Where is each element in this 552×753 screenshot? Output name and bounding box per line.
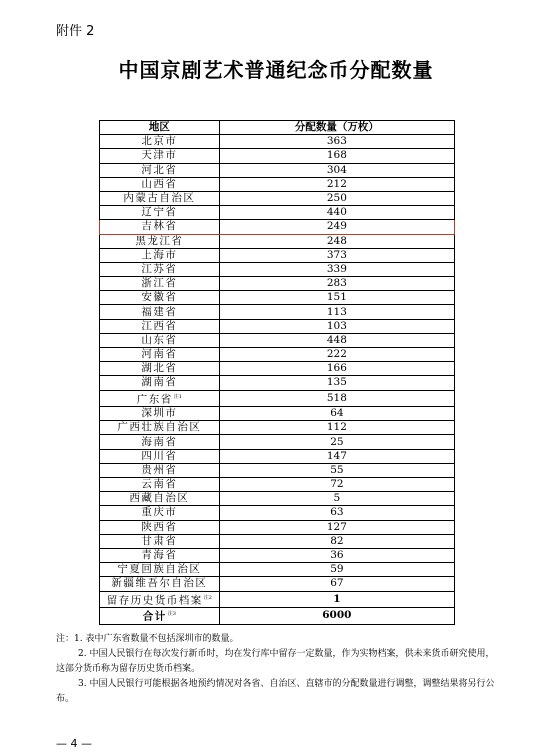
quantity-cell: 112 xyxy=(219,421,454,435)
table-row xyxy=(100,463,455,477)
table-row xyxy=(100,478,455,492)
quantity-cell: 64 xyxy=(219,407,454,421)
table-row xyxy=(100,407,455,421)
region-name: 广东省 xyxy=(136,393,173,406)
quantity-cell: 59 xyxy=(219,563,454,577)
table-row xyxy=(100,390,455,407)
quantity-cell: 339 xyxy=(219,262,454,276)
region-cell xyxy=(100,177,220,191)
annex-label: 附件 2 xyxy=(56,24,95,39)
region-cell xyxy=(100,390,220,407)
region-cell xyxy=(100,319,220,333)
table-row xyxy=(100,548,455,562)
quantity-cell: 103 xyxy=(219,319,454,333)
region-cell xyxy=(100,248,220,262)
footnote-1: 注：1. 表中广东省数量不包括深圳市的数量。 xyxy=(56,634,239,644)
region-name: 上海市 xyxy=(141,248,178,261)
table-row xyxy=(100,449,455,463)
region-name: 江苏省 xyxy=(141,262,178,275)
region-name: 内蒙古自治区 xyxy=(123,192,196,205)
region-cell xyxy=(100,163,220,177)
region-name: 浙江省 xyxy=(141,277,178,290)
total-label-cell xyxy=(100,608,220,625)
region-name: 吉林省 xyxy=(141,220,178,233)
region-cell xyxy=(100,492,220,506)
table-row xyxy=(100,305,455,319)
footnotes xyxy=(56,632,496,707)
region-cell xyxy=(100,291,220,305)
region-name: 河北省 xyxy=(141,163,178,176)
quantity-cell: 63 xyxy=(219,506,454,520)
region-cell xyxy=(100,234,220,248)
table-row xyxy=(100,534,455,548)
footnote-2: 2. 中国人民银行在每次发行新币时，均在发行库中留存一定数量，作为实物档案，供未来货币研究使用，这部分货币称为留存历史货币档案。 xyxy=(56,649,495,674)
region-name: 甘肃省 xyxy=(141,534,178,547)
region-cell xyxy=(100,333,220,347)
region-name: 海南省 xyxy=(141,435,178,448)
table-row xyxy=(100,435,455,449)
region-name: 河南省 xyxy=(141,348,178,361)
table-row xyxy=(100,234,455,248)
total-row xyxy=(100,608,455,625)
table-row xyxy=(100,149,455,163)
region-cell xyxy=(100,463,220,477)
region-cell xyxy=(100,478,220,492)
quantity-cell: 67 xyxy=(219,577,454,591)
quantity-cell: 82 xyxy=(219,534,454,548)
region-cell xyxy=(100,563,220,577)
quantity-cell: 127 xyxy=(219,520,454,534)
quantity-cell: 440 xyxy=(219,206,454,220)
quantity-cell: 5 xyxy=(219,492,454,506)
footnote-marker: 注3 xyxy=(167,611,176,617)
table-row xyxy=(100,376,455,390)
table-row xyxy=(100,319,455,333)
region-cell xyxy=(100,206,220,220)
total-quantity: 6000 xyxy=(219,608,454,625)
quantity-cell: 212 xyxy=(219,177,454,191)
region-cell xyxy=(100,407,220,421)
region-name: 陕西省 xyxy=(141,520,178,533)
table-row xyxy=(100,191,455,205)
quantity-cell: 250 xyxy=(219,191,454,205)
header-quantity: 分配数量（万枚） xyxy=(219,121,454,135)
region-name: 西藏自治区 xyxy=(129,492,190,505)
table-header-row xyxy=(100,121,455,135)
quantity-cell: 448 xyxy=(219,333,454,347)
region-cell xyxy=(100,135,220,149)
allocation-table xyxy=(99,120,455,625)
region-name: 重庆市 xyxy=(141,506,178,519)
region-name: 湖北省 xyxy=(141,362,178,375)
region-cell xyxy=(100,591,220,608)
region-cell xyxy=(100,348,220,362)
quantity-cell: 168 xyxy=(219,149,454,163)
quantity-cell: 373 xyxy=(219,248,454,262)
region-cell xyxy=(100,577,220,591)
region-cell xyxy=(100,548,220,562)
footnote-marker: 注1 xyxy=(173,393,182,400)
region-name: 天津市 xyxy=(141,149,178,162)
table-row xyxy=(100,563,455,577)
region-cell xyxy=(100,305,220,319)
table-row xyxy=(100,262,455,276)
footnote-marker: 注2 xyxy=(203,594,212,601)
quantity-cell: 113 xyxy=(219,305,454,319)
region-name: 江西省 xyxy=(141,319,178,332)
region-name: 安徽省 xyxy=(141,291,178,304)
region-name: 广西壮族自治区 xyxy=(117,421,202,434)
table-row xyxy=(100,333,455,347)
table-row xyxy=(100,291,455,305)
quantity-cell: 25 xyxy=(219,435,454,449)
table-row xyxy=(100,591,455,608)
quantity-cell: 518 xyxy=(219,390,454,407)
quantity-cell: 147 xyxy=(219,449,454,463)
table-body xyxy=(100,135,455,624)
quantity-cell: 36 xyxy=(219,548,454,562)
table-row xyxy=(100,577,455,591)
region-name: 四川省 xyxy=(141,449,178,462)
table-row xyxy=(100,362,455,376)
quantity-cell: 222 xyxy=(219,348,454,362)
quantity-cell: 304 xyxy=(219,163,454,177)
region-name: 山东省 xyxy=(141,333,178,346)
table-row xyxy=(100,277,455,291)
region-cell xyxy=(100,376,220,390)
quantity-cell: 1 xyxy=(219,591,454,608)
region-cell xyxy=(100,220,220,234)
quantity-cell: 151 xyxy=(219,291,454,305)
total-label: 合计 xyxy=(142,610,167,623)
table-row xyxy=(100,492,455,506)
region-cell xyxy=(100,449,220,463)
table-row xyxy=(100,348,455,362)
region-name: 福建省 xyxy=(141,305,178,318)
region-cell xyxy=(100,191,220,205)
region-name: 黑龙江省 xyxy=(135,234,184,247)
footnote-3: 3. 中国人民银行可能根据各地预约情况对各省、自治区、直辖市的分配数量进行调整，调整结果将另行公布。 xyxy=(56,679,495,704)
table-row xyxy=(100,135,455,149)
document-title: 中国京剧艺术普通纪念币分配数量 xyxy=(118,58,434,82)
quantity-cell: 166 xyxy=(219,362,454,376)
region-cell xyxy=(100,262,220,276)
region-name: 云南省 xyxy=(141,478,178,491)
region-name: 青海省 xyxy=(141,549,178,562)
region-name: 深圳市 xyxy=(141,407,178,420)
region-name: 新疆维吾尔自治区 xyxy=(111,577,208,590)
region-name: 北京市 xyxy=(141,135,178,148)
table-row xyxy=(100,520,455,534)
region-name: 贵州省 xyxy=(141,463,178,476)
quantity-cell: 363 xyxy=(219,135,454,149)
region-name: 宁夏回族自治区 xyxy=(117,563,202,576)
region-name: 湖南省 xyxy=(141,376,178,389)
region-cell xyxy=(100,149,220,163)
region-cell xyxy=(100,421,220,435)
table-row xyxy=(100,220,455,234)
quantity-cell: 249 xyxy=(219,220,454,234)
page-number: — 4 — xyxy=(56,737,92,750)
region-cell xyxy=(100,520,220,534)
quantity-cell: 283 xyxy=(219,277,454,291)
quantity-cell: 72 xyxy=(219,478,454,492)
quantity-cell: 55 xyxy=(219,463,454,477)
region-cell xyxy=(100,362,220,376)
region-cell xyxy=(100,277,220,291)
region-cell xyxy=(100,435,220,449)
region-name: 辽宁省 xyxy=(141,206,178,219)
header-region: 地区 xyxy=(100,121,220,135)
table-row xyxy=(100,177,455,191)
table-row xyxy=(100,163,455,177)
quantity-cell: 135 xyxy=(219,376,454,390)
table-row xyxy=(100,206,455,220)
region-name: 山西省 xyxy=(141,177,178,190)
table-row xyxy=(100,421,455,435)
region-cell xyxy=(100,534,220,548)
table-row xyxy=(100,506,455,520)
quantity-cell: 248 xyxy=(219,234,454,248)
table-row xyxy=(100,248,455,262)
region-name: 留存历史货币档案 xyxy=(106,594,203,606)
region-cell xyxy=(100,506,220,520)
